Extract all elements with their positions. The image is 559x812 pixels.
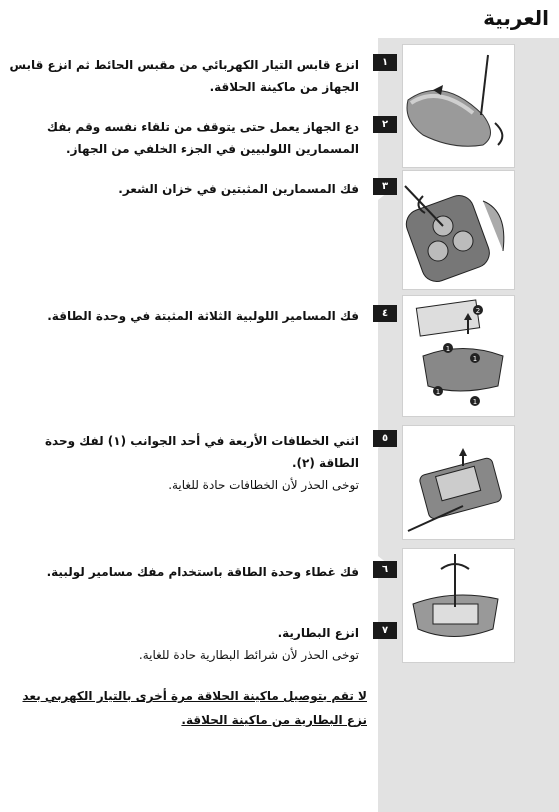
step-caution: توخى الحذر لأن شرائط البطارية حادة للغاية. [138, 648, 359, 662]
shaver-unplug-illustration [403, 45, 514, 167]
figure-step-3 [402, 170, 515, 290]
step-number: ٦ [373, 561, 397, 578]
figure-step-4 [402, 295, 515, 417]
step-text: دع الجهاز يعمل حتى يتوقف من تلقاء نفسه وقم بفك المسمارين اللولبيين في الجزء الخلفي من الجهاز. [47, 120, 359, 156]
step-number: ٢ [373, 116, 397, 133]
figure-step-6 [402, 548, 515, 663]
warning-text: لا تقم بتوصيل ماكينة الحلاقة مرة أخرى بالتيار الكهربي بعد نزع البطارية من ماكينة الحلاقة. [22, 689, 367, 727]
step-text: انزع البطارية. [277, 626, 359, 640]
step-5 [4, 430, 389, 496]
step-text: اثني الخطافات الأربعة في أحد الجوانب (١) لفك وحدة الطاقة (٢). [44, 434, 359, 470]
step-number: ٣ [373, 178, 397, 195]
step-caution: توخى الحذر لأن الخطافات حادة للغاية. [168, 478, 359, 492]
step-1 [4, 54, 389, 98]
step-7 [4, 622, 389, 666]
step-number: ٧ [373, 622, 397, 639]
page-title: العربية [483, 6, 549, 30]
step-text: فك المسامير اللولبية الثلاثة المثبتة في وحدة الطاقة. [47, 309, 359, 323]
step-2 [4, 116, 389, 160]
step-text: انزع قابس التيار الكهربائي من مقبس الحائط ثم انزع قابس الجهاز من ماكينة الحلاقة. [9, 58, 359, 94]
marker-1d: 1 [472, 398, 478, 406]
bend-hooks-illustration [403, 426, 514, 539]
step-3 [4, 178, 389, 200]
step-4 [4, 305, 389, 327]
marker-1a: 1 [445, 345, 451, 353]
figure-step-5 [402, 425, 515, 540]
marker-1b: 1 [472, 355, 478, 363]
figure-step-1 [402, 44, 515, 168]
step-number: ٤ [373, 305, 397, 322]
step-number: ٥ [373, 430, 397, 447]
marker-2: 2 [475, 307, 481, 315]
step-text: فك غطاء وحدة الطاقة باستخدام مفك مسامير لولبية. [46, 565, 359, 579]
step-text: فك المسمارين المثبتين في خزان الشعر. [118, 182, 359, 196]
power-unit-screws-illustration [403, 296, 514, 416]
step-number: ١ [373, 54, 397, 71]
marker-1c: 1 [435, 388, 441, 396]
hair-chamber-illustration [403, 171, 514, 289]
power-unit-cover-illustration [403, 549, 514, 662]
step-6 [4, 561, 389, 583]
